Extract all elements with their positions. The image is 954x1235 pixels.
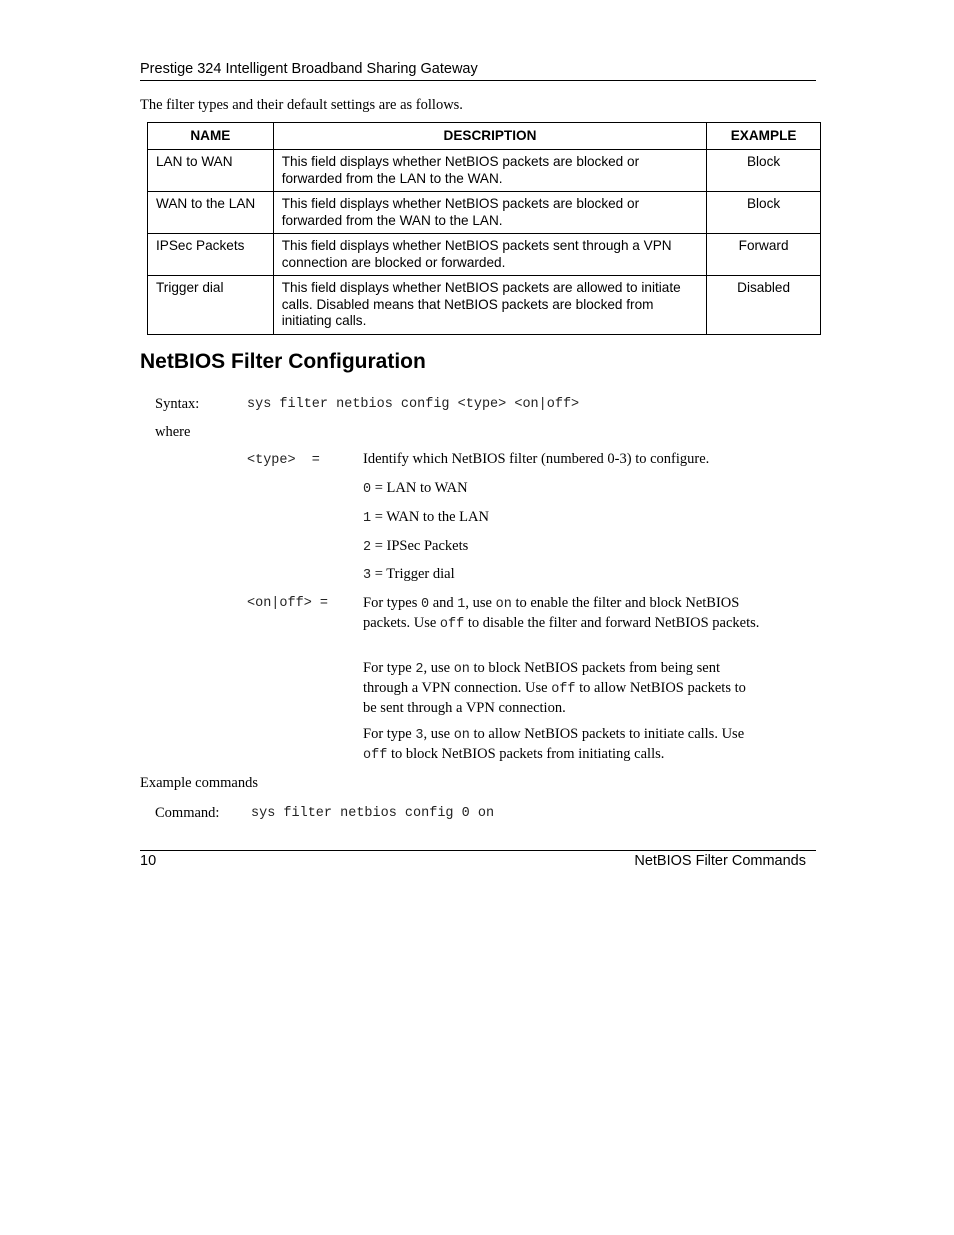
text: to block NetBIOS packets from initiating calls.	[387, 746, 665, 762]
text: to block NetBIOS packets from being sent through a VPN connection. Use	[363, 660, 720, 696]
column-header-description: DESCRIPTION	[273, 123, 706, 150]
cell-name: IPSec Packets	[148, 234, 274, 276]
inline-code: on	[453, 662, 470, 677]
onoff-param: <on|off> =	[247, 596, 329, 611]
cell-example: Block	[707, 192, 821, 234]
intro-text: The filter types and their default settings are as follows.	[140, 97, 463, 113]
type-value-0	[363, 480, 468, 497]
cell-example: Forward	[707, 234, 821, 276]
text: to disable the filter and forward NetBIOS packets.	[464, 615, 760, 631]
syntax-code: sys filter netbios config <type> <on|off>	[247, 397, 580, 412]
column-header-example: EXAMPLE	[707, 123, 821, 150]
type-value-text: = Trigger dial	[371, 566, 455, 582]
inline-code: 0	[421, 597, 430, 612]
inline-code: 2	[415, 662, 424, 677]
type-value-3	[363, 566, 455, 583]
cell-description: This field displays whether NetBIOS packets are blocked or forwarded from the WAN to the LAN.	[273, 192, 706, 234]
running-header: Prestige 324 Intelligent Broadband Sharing Gateway	[140, 61, 478, 77]
table-row	[148, 234, 821, 276]
cell-name: LAN to WAN	[148, 150, 274, 192]
type-description: Identify which NetBIOS filter (numbered 0-3) to configure.	[363, 451, 710, 467]
cell-name: WAN to the LAN	[148, 192, 274, 234]
inline-code: 1	[457, 597, 466, 612]
cell-description: This field displays whether NetBIOS packets are allowed to initiate calls. Disabled means that NetBIOS packets are blocked from initiating calls.	[273, 276, 706, 335]
footer-divider	[140, 850, 816, 851]
onoff-paragraph-3	[363, 725, 763, 765]
text: and	[429, 595, 458, 611]
onoff-paragraph-2	[363, 659, 763, 718]
page-number: 10	[140, 853, 157, 869]
cell-example: Disabled	[707, 276, 821, 335]
onoff-paragraph-1	[363, 594, 763, 634]
text: , use	[465, 595, 496, 611]
inline-code: on	[495, 597, 512, 612]
table-row	[148, 276, 821, 335]
code-3: 3	[363, 568, 372, 583]
text: For types	[363, 595, 421, 611]
table-header-row	[148, 123, 821, 150]
example-commands-label: Example commands	[140, 775, 258, 791]
section-heading: NetBIOS Filter Configuration	[140, 350, 426, 373]
text: For type	[363, 660, 416, 676]
text: to allow NetBIOS packets to be sent through a VPN connection.	[363, 680, 746, 716]
text: For type	[363, 726, 416, 742]
cell-description: This field displays whether NetBIOS packets are blocked or forwarded from the LAN to the WAN.	[273, 150, 706, 192]
inline-code: 3	[415, 728, 424, 743]
command-code: sys filter netbios config 0 on	[251, 806, 495, 821]
text: to enable the filter and block NetBIOS packets. Use	[363, 595, 740, 631]
table-row	[148, 150, 821, 192]
code-1: 1	[363, 511, 372, 526]
inline-code: off	[551, 682, 576, 697]
cell-name: Trigger dial	[148, 276, 274, 335]
table-row	[148, 192, 821, 234]
column-header-name: NAME	[148, 123, 274, 150]
inline-code: on	[453, 728, 470, 743]
inline-code: off	[439, 617, 465, 632]
code-2: 2	[363, 540, 372, 555]
type-param: <type> =	[247, 453, 320, 468]
inline-code: off	[363, 748, 388, 763]
type-value-1	[363, 509, 489, 526]
syntax-label: Syntax:	[155, 396, 200, 412]
footer-section-title: NetBIOS Filter Commands	[634, 853, 806, 869]
type-value-text: = LAN to WAN	[371, 480, 468, 496]
type-value-text: = IPSec Packets	[371, 538, 469, 554]
type-value-2	[363, 538, 468, 555]
code-0: 0	[363, 482, 372, 497]
cell-description: This field displays whether NetBIOS packets sent through a VPN connection are blocked or forwarded.	[273, 234, 706, 276]
cell-example: Block	[707, 150, 821, 192]
text: to allow NetBIOS packets to initiate calls. Use	[469, 726, 745, 742]
filter-types-table	[147, 122, 821, 335]
text: , use	[423, 726, 454, 742]
text: , use	[423, 660, 454, 676]
type-value-text: = WAN to the LAN	[371, 509, 489, 525]
where-label: where	[155, 424, 191, 440]
header-divider	[140, 80, 816, 81]
command-label: Command:	[155, 805, 220, 821]
